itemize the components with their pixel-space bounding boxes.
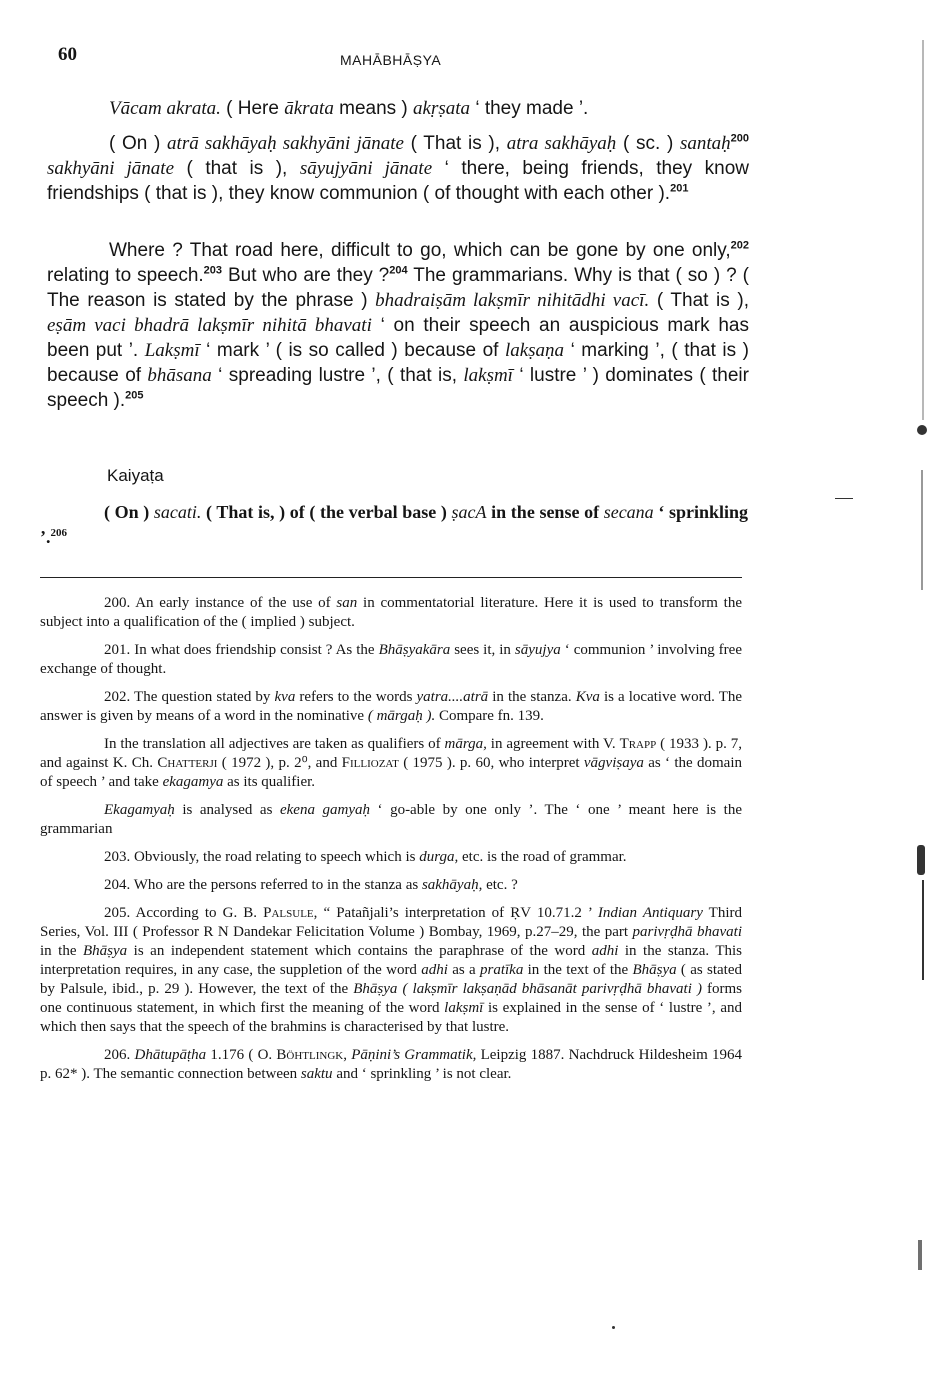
kaiyata-paragraph: [40, 500, 748, 550]
text-span: mārga,: [444, 736, 487, 752]
text-span: as its qualifier.: [223, 774, 316, 790]
running-head: MAHĀBHĀṢYA: [340, 52, 442, 68]
text-span: parivṛḍhā bhavati: [632, 924, 743, 940]
text-span: ‘ sprinkling ’.: [40, 502, 748, 547]
text-span: relating to speech.: [47, 265, 204, 286]
text-span: sakhāyaḥ,: [421, 877, 483, 893]
text-span: means ): [333, 98, 414, 119]
text-span: ( That is ),: [649, 290, 749, 311]
text-span: refers to the words: [295, 689, 417, 705]
text-span: is explained in the sense of ‘ lustre ’, and which then says that the speech of the brahmins is characterised by that lustre.: [40, 1000, 742, 1035]
text-span: akṛṣata: [413, 98, 471, 119]
main-paragraph-1: [47, 96, 749, 121]
text-span: saktu: [300, 1066, 333, 1082]
scan-edge-mark: [922, 880, 924, 980]
text-span: lakṣmī: [444, 1000, 484, 1016]
text-span: ( 1933 ). p. 7, and against K. Ch.: [40, 736, 742, 771]
text-span: ‘ communion ’ involving free exchange of thought.: [40, 642, 742, 677]
text-span: ( On ): [109, 133, 168, 154]
text-span: as a: [447, 962, 480, 978]
text-span: in commentatorial literature. Here it is used to transform the subject into a qualification of the ( implied ) subject.: [40, 595, 742, 630]
text-span: ākrata: [284, 98, 334, 119]
footnote-ref: 201: [670, 182, 689, 195]
main-paragraph-3: [47, 238, 749, 413]
text-span: ekena gamyaḥ: [279, 802, 370, 818]
footnote-ref: 206: [50, 527, 67, 539]
scan-edge-mark: [917, 425, 927, 435]
text-span: Leipzig 1887. Nachdruck Hildesheim 1964 p. 62* ). The semantic connection between: [40, 1047, 743, 1082]
text-span: ‘ on their speech an auspicious mark has been put ’.: [47, 315, 749, 361]
text-span: Who are the persons referred to in the stanza as: [130, 877, 422, 893]
footnote-number: 203.: [104, 849, 131, 865]
text-span: ‘ spreading lustre ’, ( that is,: [211, 365, 464, 386]
text-span: durga,: [419, 849, 459, 865]
text-span: in the: [40, 943, 83, 959]
scan-speck: [612, 1326, 615, 1329]
text-span: 1.176 ( O.: [206, 1047, 277, 1063]
footnote-ref: 202: [730, 239, 749, 252]
section-heading: Kaiyaṭa: [107, 466, 164, 485]
text-span: is analysed as: [174, 802, 280, 818]
text-span: Bhāṣya: [632, 962, 677, 978]
footnote-202-ekagamya: [40, 801, 742, 839]
text-span: ‘ they made ’.: [470, 98, 589, 119]
text-span: Bhāṣyakāra: [378, 642, 451, 658]
footnote-202-continued: [40, 735, 742, 792]
text-span: ( as stated by Palsule, ibid., p. 29 ). However, the text of the: [40, 962, 743, 997]
footnote-ref: 204: [389, 264, 408, 277]
text-span: Indian Antiquary: [597, 905, 703, 921]
footnote-number: 202.: [104, 689, 131, 705]
text-span: Where ? That road here, difficult to go, which can be gone by one only,: [109, 240, 731, 261]
text-span: In what does friendship consist ? As the: [130, 642, 379, 658]
text-span: atra sakhāyaḥ: [506, 133, 617, 154]
text-span: ( On ): [104, 502, 154, 522]
page-number: 60: [58, 44, 77, 65]
text-span: etc. ?: [482, 877, 518, 893]
text-span: sāyujyāni jānate: [299, 158, 433, 179]
text-span: pratīka: [479, 962, 524, 978]
text-span: ( 1975 ). p. 60, who interpret: [398, 755, 584, 771]
footnote-divider: [40, 577, 742, 578]
text-span: yatra....atrā: [416, 689, 489, 705]
text-span: sakhyāni jānate: [47, 158, 174, 179]
text-span: san: [336, 595, 358, 611]
text-span: and ‘ sprinkling ’ is not clear.: [332, 1066, 512, 1082]
text-span: vāgviṣaya: [583, 755, 644, 771]
text-span: Filliozat: [341, 755, 399, 771]
text-span: The question stated by: [130, 689, 275, 705]
text-span: is a locative word. The answer is given by means of a word in the nominative: [40, 689, 743, 724]
text-span: is an independent statement which contains the paraphrase of the word: [127, 943, 592, 959]
scan-edge-mark: [835, 498, 853, 499]
scan-edge-mark: [918, 1240, 922, 1270]
text-span: lakṣaṇa: [504, 340, 565, 361]
text-span: ekagamya: [162, 774, 224, 790]
text-span: Compare fn. 139.: [435, 708, 544, 724]
text-span: sāyujya: [514, 642, 561, 658]
text-span: In the translation all adjectives are taken as qualifiers of: [104, 736, 445, 752]
text-span: ‘ go-able by one only ’. The ‘ one ’ meant here is the grammarian: [40, 802, 743, 837]
footnote-ref: 203: [203, 264, 223, 277]
main-paragraph-2: [47, 131, 749, 206]
text-span: in the text of the: [523, 962, 633, 978]
text-span: kva: [274, 689, 296, 705]
text-span: ( mārgaḥ ).: [367, 708, 436, 724]
text-span: Ekagamyaḥ: [104, 802, 175, 818]
footnote-205: [40, 904, 742, 1037]
text-span: bhāsana: [147, 365, 212, 386]
footnote-203: [40, 848, 742, 867]
scan-edge-mark: [917, 845, 925, 875]
footnotes: [40, 594, 742, 1093]
footnote-number: 206.: [104, 1047, 131, 1063]
text-span: ( that is ),: [174, 158, 300, 179]
text-span: sees it, in: [450, 642, 515, 658]
text-span: eṣām vaci bhadrā lakṣmīr nihitā bhavati: [47, 315, 372, 336]
text-span: Lakṣmī: [144, 340, 200, 361]
text-span: ( 1972 ), p. 2⁰, and: [217, 755, 342, 771]
scan-edge-mark: [922, 40, 924, 420]
text-span: bhadraiṣām lakṣmīr nihitādhi vacī.: [375, 290, 650, 311]
text-span: But who are they ?: [222, 265, 390, 286]
text-span: ‘ lustre ’ ) dominates ( their speech ).: [47, 365, 749, 411]
text-span: Chatterji: [157, 755, 218, 771]
text-span: The grammarians. Why is that ( so ) ? ( The reason is stated by the phrase ): [47, 265, 750, 311]
text-span: “ Patañjali’s interpretation of ṚV 10.71.2 ’: [317, 905, 598, 921]
text-span: Böhtlingk,: [276, 1047, 347, 1063]
text-span: Bhāṣya: [83, 943, 128, 959]
text-span: in the sense of: [486, 502, 604, 522]
footnote-number: 204.: [104, 877, 131, 893]
footnote-204: [40, 876, 742, 895]
text-span: adhi: [591, 943, 619, 959]
footnote-200: [40, 594, 742, 632]
text-span: ṣacA: [451, 502, 487, 522]
text-span: Third Series, Vol. III ( Professor R N Dandekar Felicitation Volume ) Bombay, 1969, p.27–29, the part: [40, 905, 742, 940]
footnote-number: 205.: [104, 905, 131, 921]
text-span: ‘ marking ’, ( that is ) because of: [47, 340, 749, 386]
text-span: secana: [603, 502, 654, 522]
text-span: in agreement with V.: [486, 736, 620, 752]
text-span: lakṣmī: [463, 365, 513, 386]
text-span: According to G. B.: [130, 905, 264, 921]
text-span: Trapp: [619, 736, 657, 752]
text-span: Palsule,: [263, 905, 318, 921]
text-span: atrā sakhāyaḥ sakhyāni jānate: [167, 133, 404, 154]
text-span: forms one continuous statement, in which first the meaning of the word: [40, 981, 743, 1016]
text-span: An early instance of the use of: [130, 595, 337, 611]
footnote-201: [40, 641, 742, 679]
text-span: santaḥ: [679, 133, 731, 154]
footnote-ref: 205: [125, 389, 144, 402]
footnote-number: 200.: [104, 595, 131, 611]
text-span: ( That is ),: [403, 133, 507, 154]
text-span: ‘ there, being friends, they know friendships ( that is ), they know communion ( of thought with each other ).: [47, 158, 749, 204]
footnote-206: [40, 1046, 742, 1084]
text-span: Obviously, the road relating to speech which is: [130, 849, 420, 865]
footnote-ref: 200: [730, 132, 749, 145]
text-span: etc. is the road of grammar.: [458, 849, 627, 865]
footnote-202: [40, 688, 742, 726]
text-span: ‘ mark ’ ( is so called ) because of: [199, 340, 505, 361]
text-span: ( sc. ): [616, 133, 680, 154]
text-span: Kva: [575, 689, 600, 705]
text-span: sacati.: [153, 502, 202, 522]
text-span: in the stanza. This interpretation requires, in any case, the suppletion of the word: [40, 943, 742, 978]
text-span: adhi: [421, 962, 448, 978]
text-span: Bhāṣya ( lakṣmīr lakṣaṇād bhāsanāt parivṛḍhā bhavati ): [353, 981, 702, 997]
text-span: Dhātupāṭha: [134, 1047, 207, 1063]
text-span: ( That is, ) of ( the verbal base ): [201, 502, 452, 522]
footnote-number: 201.: [104, 642, 131, 658]
text-span: ( Here: [220, 98, 285, 119]
text-span: Vācam akrata.: [109, 98, 221, 119]
text-span: as ‘ the domain of speech ’ and take: [40, 755, 742, 790]
text-span: Pāṇini’s Grammatik,: [351, 1047, 477, 1063]
text-span: in the stanza.: [488, 689, 576, 705]
scan-edge-mark: [921, 470, 923, 590]
